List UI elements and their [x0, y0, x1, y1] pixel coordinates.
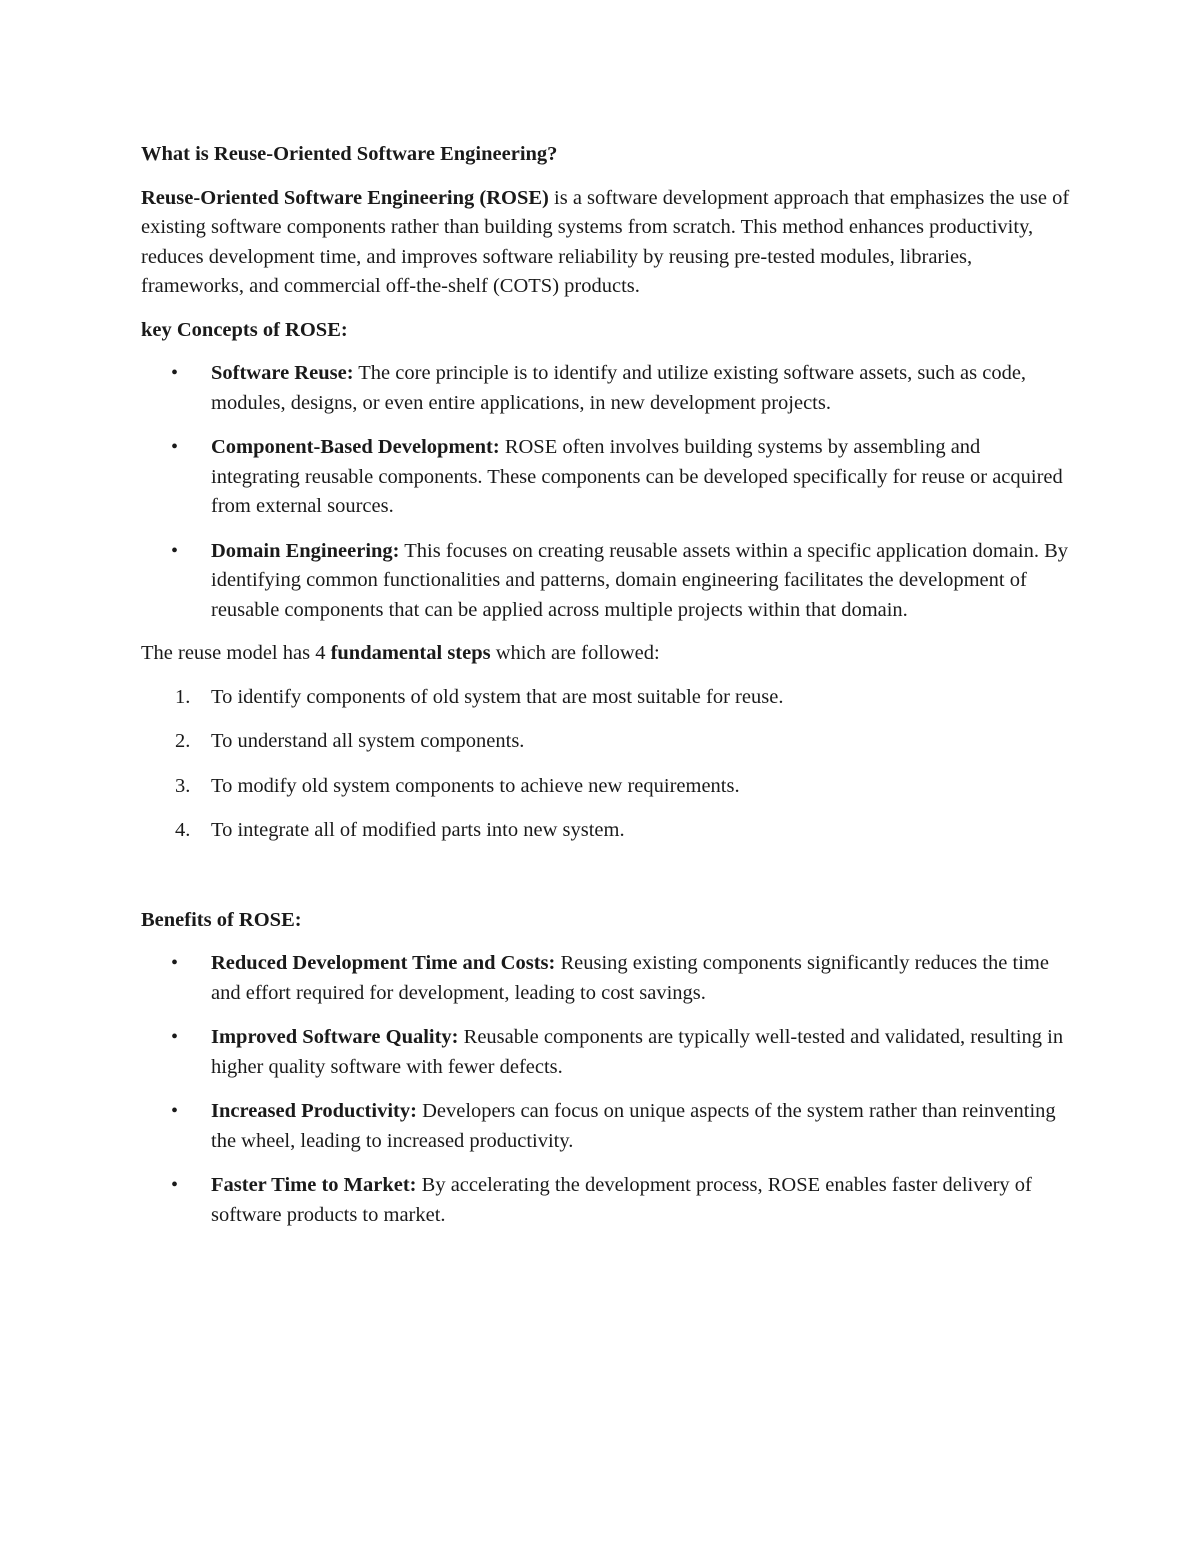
benefits-list [141, 949, 1071, 1230]
intro-text: is a software development approach that emphasizes the use of existing software components rather than building systems from scratch. This method enhances productivity, reduces development time, and improves software reliability by reusing pre-tested modules, libraries, frameworks, and commercial off-the-shelf (COTS) products. [141, 186, 1070, 297]
item-text: Reusing existing components significantly reduces the time and effort required for development, leading to cost savings. [211, 952, 1049, 1004]
item-term: Improved Software Quality: [211, 1026, 459, 1048]
bullet-icon: • [171, 1174, 179, 1196]
list-item [141, 537, 1071, 626]
step-number: 4. [175, 819, 191, 841]
step-text: To integrate all of modified parts into new system. [211, 819, 625, 841]
item-text: The core principle is to identify and utilize existing software assets, such as code, modules, designs, or even entire applications, in new development projects. [211, 362, 1027, 414]
list-item [141, 949, 1071, 1008]
key-concepts-list [141, 359, 1071, 625]
bullet-icon: • [171, 952, 179, 974]
list-item [141, 359, 1071, 418]
list-item [141, 1171, 1071, 1230]
step-number: 3. [175, 774, 191, 797]
item-term: Component-Based Development: [211, 436, 500, 458]
item-term: Software Reuse: [211, 362, 354, 384]
step-text: To understand all system components. [211, 730, 525, 752]
reuse-model-lead [141, 639, 1071, 669]
document-page [141, 140, 1071, 1230]
reuse-steps-list [141, 683, 1071, 846]
benefits-heading: Benefits of ROSE: [141, 908, 302, 931]
step-number: 2. [175, 730, 191, 752]
list-item [141, 683, 1071, 713]
bullet-icon: • [171, 1100, 179, 1122]
intro-term: Reuse-Oriented Software Engineering (ROSE) [141, 186, 549, 209]
step-text: To identify components of old system that are most suitable for reuse. [211, 685, 784, 708]
item-term: Faster Time to Market: [211, 1174, 417, 1196]
bullet-icon: • [171, 436, 179, 458]
item-text: ROSE often involves building systems by assembling and integrating reusable components. These components can be developed specifically for reuse or acquired from external sources. [211, 436, 1063, 517]
bullet-icon: • [171, 362, 179, 384]
list-item [141, 1023, 1071, 1082]
item-text: Reusable components are typically well-tested and validated, resulting in higher quality software with fewer defects. [211, 1026, 1064, 1078]
list-item [141, 772, 1071, 802]
lead-text-before: The reuse model has 4 [141, 642, 331, 664]
list-item [141, 816, 1071, 846]
lead-text-bold: fundamental steps [330, 642, 491, 664]
item-text: By accelerating the development process, ROSE enables faster delivery of software products to market. [211, 1174, 1032, 1226]
item-text: Developers can focus on unique aspects of the system rather than reinventing the wheel, leading to increased productivity. [211, 1100, 1056, 1152]
lead-text-after: which are followed: [490, 642, 660, 664]
item-term: Increased Productivity: [211, 1100, 417, 1122]
list-item [141, 433, 1071, 522]
document-title: What is Reuse-Oriented Software Engineering? [141, 143, 558, 165]
key-concepts-heading: key Concepts of ROSE: [141, 318, 348, 341]
step-number: 1. [175, 685, 191, 708]
list-item [141, 1097, 1071, 1156]
bullet-icon: • [171, 1026, 179, 1048]
bullet-icon: • [171, 539, 179, 562]
step-text: To modify old system components to achieve new requirements. [211, 774, 740, 797]
item-term: Reduced Development Time and Costs: [211, 952, 556, 974]
item-text: This focuses on creating reusable assets within a specific application domain. By identifying common functionalities and patterns, domain engineering facilitates the development of reusable components that can be applied across multiple projects within that domain. [211, 539, 1069, 621]
item-term: Domain Engineering: [211, 539, 400, 562]
list-item [141, 727, 1071, 757]
intro-paragraph [141, 184, 1071, 302]
